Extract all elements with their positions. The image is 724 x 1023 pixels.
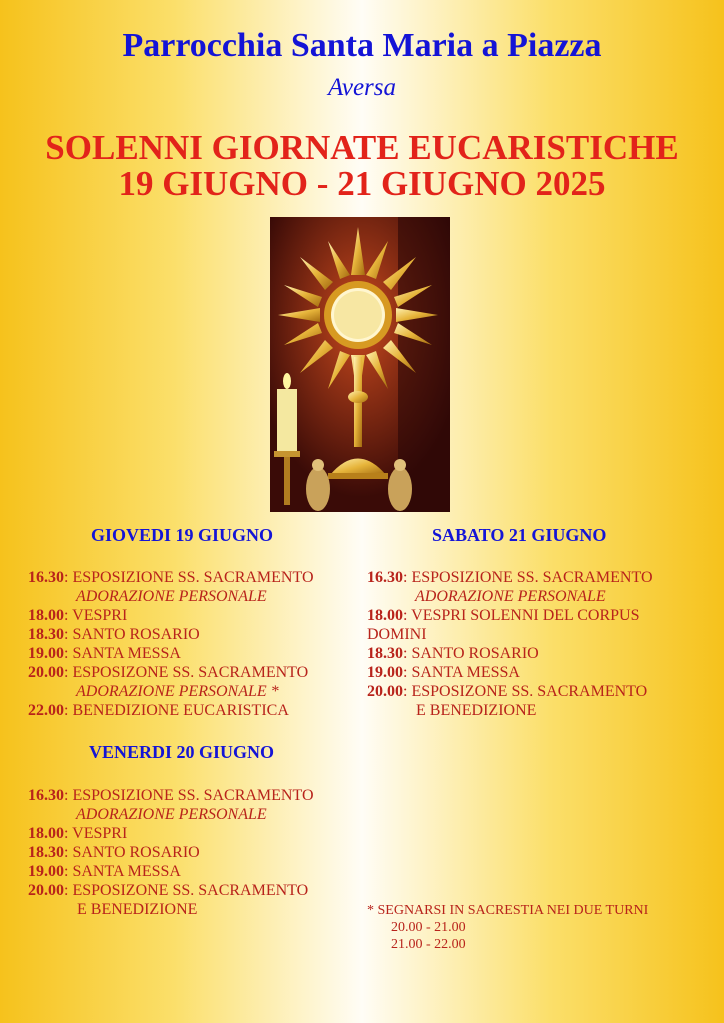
city-name: Aversa bbox=[327, 74, 397, 101]
schedule-time: 16.30 bbox=[367, 569, 403, 586]
schedule-activity: : SANTO ROSARIO bbox=[403, 645, 539, 662]
monstrance-with-candle-icon bbox=[270, 217, 450, 512]
schedule-time: 18.30 bbox=[28, 626, 64, 643]
saturday-heading: SABATO 21 GIUGNO bbox=[432, 525, 607, 545]
schedule-activity: : SANTO ROSARIO bbox=[64, 844, 200, 861]
schedule-time: 18.00 bbox=[367, 607, 403, 624]
thursday-schedule bbox=[28, 568, 314, 720]
schedule-sub: DOMINI bbox=[367, 626, 427, 643]
schedule-activity: : VESPRI bbox=[64, 607, 128, 624]
friday-heading: VENERDI 20 GIUGNO bbox=[89, 742, 275, 762]
schedule-activity: : SANTA MESSA bbox=[64, 863, 181, 880]
schedule-time: 16.30 bbox=[28, 787, 64, 804]
schedule-sub: ADORAZIONE PERSONALE bbox=[415, 588, 606, 605]
schedule-sub: ADORAZIONE PERSONALE bbox=[76, 806, 267, 823]
saturday-schedule bbox=[367, 568, 653, 720]
note-slot: 20.00 - 21.00 bbox=[391, 920, 466, 935]
event-title: SOLENNI GIORNATE EUCARISTICHE bbox=[45, 128, 679, 167]
schedule-activity: : VESPRI SOLENNI DEL CORPUS bbox=[403, 607, 640, 624]
thursday-heading: GIOVEDI 19 GIUGNO bbox=[91, 525, 274, 545]
event-dates: 19 GIUGNO - 21 GIUGNO 2025 bbox=[118, 164, 606, 203]
schedule-sub: ADORAZIONE PERSONALE * bbox=[76, 683, 279, 700]
schedule-time: 20.00 bbox=[28, 882, 64, 899]
schedule-activity: : ESPOSIZIONE SS. SACRAMENTO bbox=[64, 787, 314, 804]
note-text: * SEGNARSI IN SACRESTIA NEI DUE TURNI bbox=[367, 903, 649, 918]
schedule-activity: : VESPRI bbox=[64, 825, 128, 842]
schedule-time: 19.00 bbox=[28, 863, 64, 880]
schedule-time: 19.00 bbox=[367, 664, 403, 681]
schedule-time: 22.00 bbox=[28, 702, 64, 719]
note-slot: 21.00 - 22.00 bbox=[391, 937, 466, 952]
schedule-activity: : ESPOSIZONE SS. SACRAMENTO bbox=[64, 882, 309, 899]
schedule-sub: E BENEDIZIONE bbox=[77, 901, 198, 918]
schedule-sub: E BENEDIZIONE bbox=[416, 702, 537, 719]
schedule-time: 18.00 bbox=[28, 607, 64, 624]
schedule-time: 18.00 bbox=[28, 825, 64, 842]
friday-schedule bbox=[28, 786, 314, 919]
schedule-activity: : BENEDIZIONE EUCARISTICA bbox=[64, 702, 289, 719]
schedule-activity: : ESPOSIZONE SS. SACRAMENTO bbox=[64, 664, 309, 681]
schedule-activity: : ESPOSIZIONE SS. SACRAMENTO bbox=[64, 569, 314, 586]
schedule-activity: : SANTA MESSA bbox=[64, 645, 181, 662]
schedule-activity: : SANTA MESSA bbox=[403, 664, 520, 681]
registration-note bbox=[367, 902, 648, 953]
schedule-time: 18.30 bbox=[367, 645, 403, 662]
schedule-time: 19.00 bbox=[28, 645, 64, 662]
schedule-time: 20.00 bbox=[367, 683, 403, 700]
schedule-time: 16.30 bbox=[28, 569, 64, 586]
schedule-sub: ADORAZIONE PERSONALE bbox=[76, 588, 267, 605]
schedule-time: 18.30 bbox=[28, 844, 64, 861]
schedule-activity: : ESPOSIZONE SS. SACRAMENTO bbox=[403, 683, 648, 700]
schedule-activity: : SANTO ROSARIO bbox=[64, 626, 200, 643]
parish-name: Parrocchia Santa Maria a Piazza bbox=[122, 27, 602, 64]
schedule-activity: : ESPOSIZIONE SS. SACRAMENTO bbox=[403, 569, 653, 586]
schedule-time: 20.00 bbox=[28, 664, 64, 681]
monstrance-photo bbox=[270, 217, 450, 512]
